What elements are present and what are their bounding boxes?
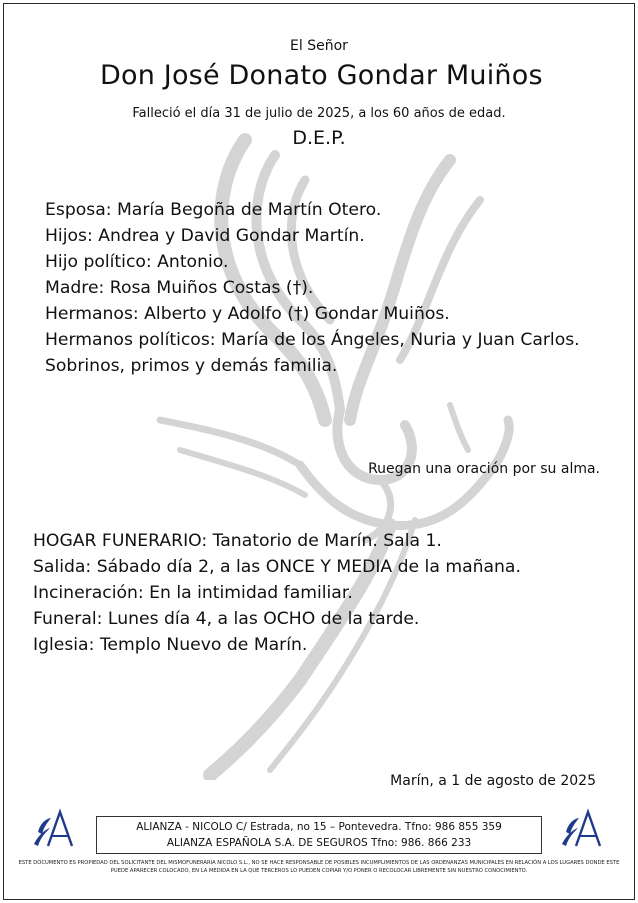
family-spouse: Esposa: María Begoña de Martín Otero. bbox=[45, 200, 382, 220]
title-line: El Señor bbox=[290, 38, 348, 54]
service-departure: Salida: Sábado día 2, a las ONCE Y MEDIA de la mañana. bbox=[33, 557, 521, 577]
company-address: ALIANZA - NICOLO C/ Estrada, no 15 – Pontevedra. Tfno: 986 855 359 bbox=[136, 821, 502, 833]
family-son-in-law: Hijo político: Antonio. bbox=[45, 252, 229, 272]
service-cremation: Incineración: En la intimidad familiar. bbox=[33, 583, 353, 603]
deceased-name: Don José Donato Gondar Muiños bbox=[100, 60, 543, 91]
insurance-info: ALIANZA ESPAÑOLA S.A. DE SEGUROS Tfno: 986. 866 233 bbox=[166, 837, 472, 849]
place-date: Marín, a 1 de agosto de 2025 bbox=[390, 773, 596, 789]
alianza-logo-icon bbox=[30, 806, 76, 850]
rip-heading: D.E.P. bbox=[292, 127, 346, 149]
family-list bbox=[45, 197, 600, 379]
funeral-company-info bbox=[96, 816, 542, 854]
service-funeral: Funeral: Lunes día 4, a las OCHO de la tarde. bbox=[33, 609, 420, 629]
alianza-logo-icon bbox=[558, 806, 604, 850]
service-details bbox=[33, 528, 613, 658]
family-children: Hijos: Andrea y David Gondar Martín. bbox=[45, 226, 365, 246]
family-siblings-in-law: Hermanos políticos: María de los Ángeles, Nuria y Juan Carlos. bbox=[45, 330, 580, 350]
service-funeral-home: HOGAR FUNERARIO: Tanatorio de Marín. Sala 1. bbox=[33, 531, 442, 551]
service-church: Iglesia: Templo Nuevo de Marín. bbox=[33, 635, 308, 655]
prayer-request: Ruegan una oración por su alma. bbox=[368, 461, 600, 477]
family-siblings: Hermanos: Alberto y Adolfo (†) Gondar Muiños. bbox=[45, 304, 450, 324]
family-others: Sobrinos, primos y demás familia. bbox=[45, 356, 338, 376]
death-notice: Falleció el día 31 de julio de 2025, a los 60 años de edad. bbox=[132, 106, 506, 121]
legal-disclaimer: ESTE DOCUMENTO ES PROPIEDAD DEL SOLICITANTE DEL MISMOFUNERARIA NICOLO S.L., NO SE HACE RESPONSABLE DE POSIBLES INCUMPLIMIENTOS DE LAS ORDENANZAS MUNICIPALES EN RELACIÓN A LOS LUGARES DONDE ESTE PUEDE APARECER COLOCADO, EN LA MEDIDA EN LA QUE TERCEROS LO PUEDEN COPIAR Y/O PONER O RECOLOCAR LIBREMENTE SIN NUESTRO CONOCIMIENTO. bbox=[18, 860, 620, 874]
family-mother: Madre: Rosa Muiños Costas (†). bbox=[45, 278, 314, 298]
